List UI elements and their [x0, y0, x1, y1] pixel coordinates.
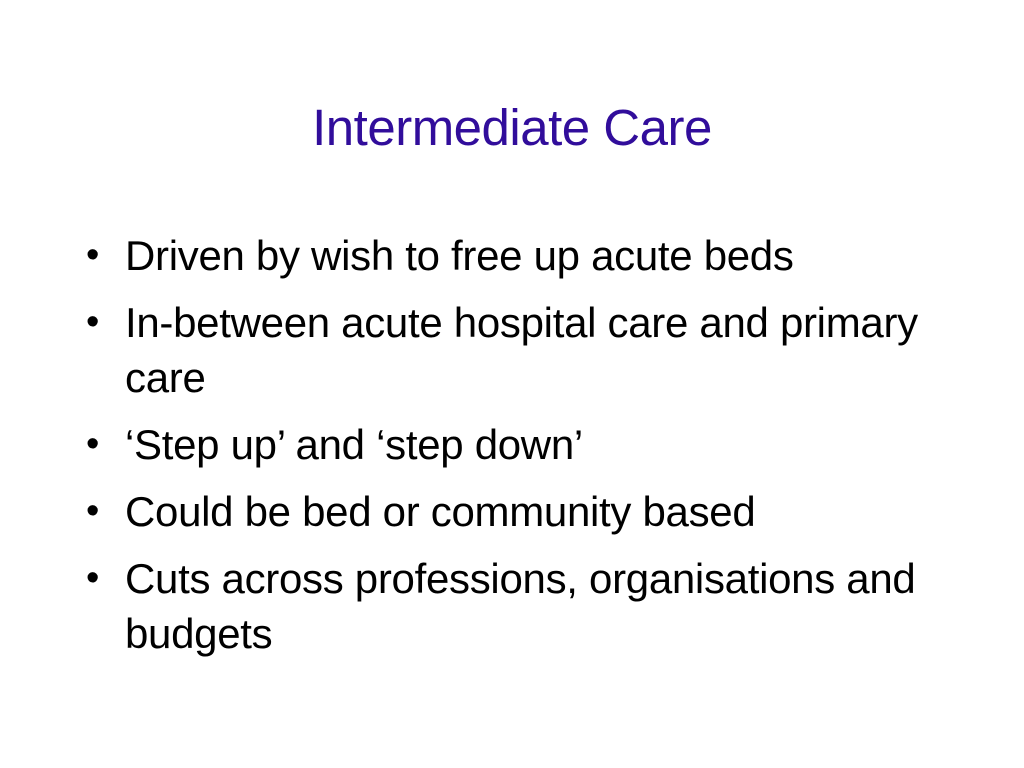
- bullet-dot-icon: •: [86, 490, 100, 532]
- bullet-item: [0, 551, 965, 661]
- slide-title: Intermediate Care: [312, 99, 712, 156]
- bullet-dot-icon: •: [86, 234, 100, 276]
- bullet-text: Driven by wish to free up acute beds: [125, 232, 794, 279]
- bullet-item: [0, 417, 965, 472]
- bullet-text: In-between acute hospital care and primary care: [125, 299, 918, 401]
- bullet-item: [0, 484, 965, 539]
- bullet-item: [0, 228, 965, 283]
- bullet-text: Cuts across professions, organisations and budgets: [125, 555, 916, 657]
- bullet-text: Could be bed or community based: [125, 488, 756, 535]
- bullet-text: ‘Step up’ and ‘step down’: [125, 421, 583, 468]
- bullet-item: [0, 295, 965, 405]
- bullet-list: [0, 228, 965, 661]
- bullet-dot-icon: •: [86, 557, 100, 599]
- bullet-dot-icon: •: [86, 301, 100, 343]
- bullet-dot-icon: •: [86, 423, 100, 465]
